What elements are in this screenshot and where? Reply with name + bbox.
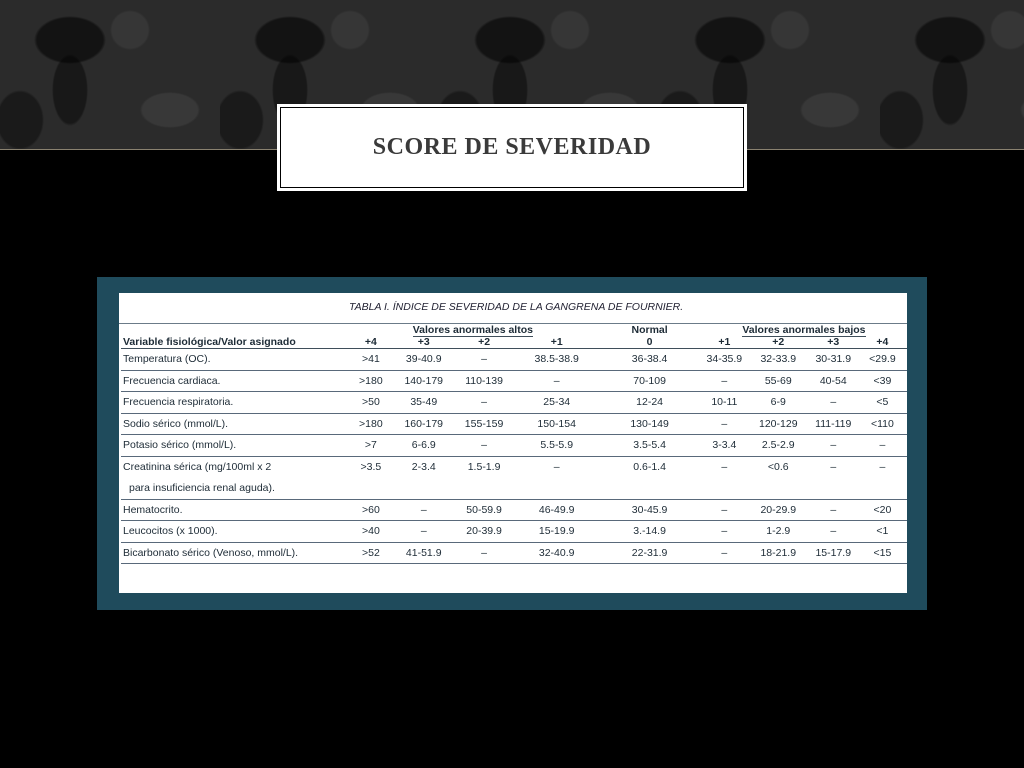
value-cell: – (721, 503, 728, 516)
value-cell: 6-9 (770, 396, 786, 409)
value-cell: >7 (364, 439, 377, 452)
table-caption: TABLA I. ÍNDICE DE SEVERIDAD DE LA GANGRENA DE FOURNIER. (349, 301, 684, 313)
variable-label: Temperatura (OC). (123, 353, 211, 366)
value-cell: <0.6 (767, 460, 789, 473)
column-header: +1 (550, 336, 563, 348)
value-cell: – (721, 546, 728, 559)
slide-title-box (277, 104, 747, 191)
value-cell: – (420, 503, 427, 516)
value-cell: 155-159 (464, 417, 504, 430)
table-row (121, 349, 907, 371)
table-row (121, 435, 907, 457)
value-cell: 160-179 (404, 417, 444, 430)
value-cell: 3-3.4 (712, 439, 737, 452)
variable-label-line2: para insuficiencia renal aguda). (129, 481, 275, 494)
value-cell: 111-119 (815, 417, 852, 430)
value-cell: 36-38.4 (631, 353, 668, 366)
column-header: +2 (772, 336, 785, 348)
value-cell: 38.5-38.9 (534, 353, 579, 366)
variable-cell (121, 392, 347, 414)
group-header-normal: Normal (631, 324, 668, 336)
value-cell: 25-34 (543, 396, 571, 409)
value-cell: 22-31.9 (631, 546, 668, 559)
variable-label: Frecuencia cardiaca. (123, 374, 221, 387)
value-cell: 15-19.9 (538, 525, 575, 538)
value-cell: – (879, 439, 886, 452)
variable-label: Creatinina sérica (mg/100ml x 2 (123, 460, 272, 473)
value-cell: – (830, 460, 837, 473)
variable-cell (121, 370, 347, 392)
value-cell: – (879, 460, 886, 473)
value-cell: >40 (361, 525, 380, 538)
column-header: +3 (417, 336, 430, 348)
value-cell: – (420, 525, 427, 538)
value-cell: <1 (876, 525, 889, 538)
variable-cell (121, 499, 347, 521)
variable-cell (121, 435, 347, 457)
table-row (121, 521, 907, 543)
value-cell: <5 (876, 396, 889, 409)
value-cell: 30-31.9 (815, 353, 852, 366)
variable-label: Frecuencia respiratoria. (123, 396, 234, 409)
value-cell: – (553, 460, 560, 473)
value-cell: 1.5-1.9 (467, 460, 501, 473)
value-cell: 140-179 (404, 374, 444, 387)
value-cell: – (481, 396, 487, 409)
value-cell: – (721, 417, 728, 430)
fournier-severity-table (119, 293, 907, 593)
value-cell: >52 (361, 546, 380, 559)
value-cell: – (830, 439, 837, 452)
value-cell: <15 (873, 546, 892, 559)
table-image-frame (97, 277, 927, 610)
value-cell: – (721, 460, 728, 473)
value-cell: 55-69 (764, 374, 792, 387)
value-cell: 40-54 (819, 374, 847, 387)
column-header: +2 (478, 336, 491, 348)
group-header-low: Valores anormales bajos (742, 324, 866, 336)
value-cell: <20 (873, 503, 892, 516)
value-cell: – (481, 546, 487, 559)
variable-cell (121, 413, 347, 435)
column-header: Variable fisiológica/Valor asignado (123, 336, 296, 348)
variable-cell (121, 456, 347, 499)
value-cell: 70-109 (633, 374, 666, 387)
value-cell: 20-29.9 (760, 503, 797, 516)
value-cell: 1-2.9 (766, 525, 791, 538)
value-cell: – (830, 503, 837, 516)
column-header-row (121, 336, 907, 349)
value-cell: 150-154 (537, 417, 576, 430)
value-cell: – (721, 374, 728, 387)
value-cell: 32-40.9 (538, 546, 575, 559)
value-cell: – (830, 396, 837, 409)
value-cell: >50 (361, 396, 380, 409)
value-cell: 20-39.9 (466, 525, 502, 538)
value-cell: 32-33.9 (760, 353, 797, 366)
variable-label: Sodio sérico (mmol/L). (123, 417, 229, 430)
value-cell: 50-59.9 (466, 503, 502, 516)
value-cell: 39-40.9 (405, 353, 442, 366)
table-row (121, 456, 907, 499)
value-cell: – (481, 439, 487, 452)
value-cell: 10-11 (711, 396, 738, 409)
value-cell: 120-129 (759, 417, 798, 430)
value-cell: 30-45.9 (631, 503, 668, 516)
value-cell: 110-139 (465, 374, 503, 387)
value-cell: 34-35.9 (706, 353, 743, 366)
value-cell: 0.6-1.4 (633, 460, 666, 473)
value-cell: 46-49.9 (538, 503, 575, 516)
value-cell: 12-24 (636, 396, 664, 409)
column-header: +4 (364, 336, 377, 348)
value-cell: 6-6.9 (411, 439, 436, 452)
value-cell: >41 (361, 353, 380, 366)
variable-label: Leucocitos (x 1000). (123, 525, 218, 538)
variable-label: Potasio sérico (mmol/L). (123, 439, 237, 452)
column-header: +1 (718, 336, 731, 348)
variable-cell (121, 542, 347, 564)
value-cell: – (721, 525, 728, 538)
table-row (121, 413, 907, 435)
table-row (121, 370, 907, 392)
value-cell: 2.5-2.9 (761, 439, 795, 452)
value-cell: <39 (873, 374, 892, 387)
value-cell: >60 (361, 503, 380, 516)
column-header: 0 (646, 336, 653, 348)
column-header: +4 (876, 336, 889, 348)
variable-cell (121, 349, 347, 371)
variable-cell (121, 521, 347, 543)
table-row (121, 392, 907, 414)
slide-title: SCORE DE SEVERIDAD (372, 134, 652, 160)
value-cell: 5.5-5.9 (540, 439, 574, 452)
value-cell: >180 (359, 417, 383, 430)
value-cell: 35-49 (410, 396, 438, 409)
value-cell: 3.-14.9 (633, 525, 666, 538)
value-cell: 15-17.9 (815, 546, 852, 559)
value-cell: <110 (870, 417, 894, 430)
value-cell: 3.5-5.4 (633, 439, 666, 452)
variable-label: Hematocrito. (123, 503, 183, 516)
column-header: +3 (827, 336, 840, 348)
value-cell: 41-51.9 (405, 546, 442, 559)
group-header-row (121, 324, 907, 336)
variable-label: Bicarbonato sérico (Venoso, mmol/L). (123, 546, 299, 559)
value-cell: – (553, 374, 560, 387)
table-row (121, 499, 907, 521)
value-cell: 130-149 (630, 417, 669, 430)
table-row (121, 542, 907, 564)
value-cell: 18-21.9 (760, 546, 797, 559)
value-cell: 2-3.4 (411, 460, 436, 473)
value-cell: – (481, 353, 487, 366)
group-header-high: Valores anormales altos (412, 324, 533, 336)
value-cell: >3.5 (360, 460, 382, 473)
value-cell: >180 (359, 374, 383, 387)
value-cell: – (830, 525, 837, 538)
value-cell: <29.9 (869, 353, 896, 366)
severity-index-table (121, 324, 907, 564)
